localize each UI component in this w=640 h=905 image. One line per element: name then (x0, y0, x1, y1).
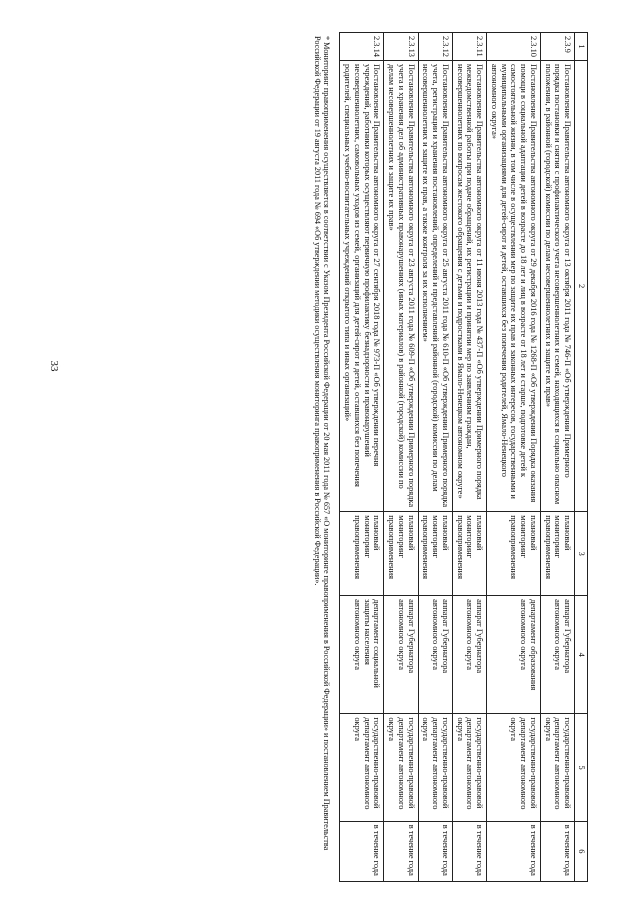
row-number-cell: 2.3.9 (541, 33, 575, 61)
document-title-cell: Постановление Правительства автономного округа от 11 июня 2013 года № 437-П «Об утверждении Примерного порядка межведомственной работы при подаче обращений, их регистрации и принятии мер по заявлениям граждан, несовершеннолетних по вопросам жестокого обращения с детьми и подростками в Ямало-Ненецком автономном округе» (453, 60, 487, 511)
term-cell: в течение года (487, 821, 541, 881)
monitoring-type-cell: плановый мониторинг правоприменения (384, 512, 418, 596)
executor-cell: аппарат Губернатора автономного округа (541, 596, 575, 714)
executor-cell: департамент социальной защиты населения автономного округа (340, 596, 384, 714)
monitoring-type-cell: плановый мониторинг правоприменения (340, 512, 384, 596)
header-cell: 3 (575, 512, 588, 596)
row-number-cell: 2.3.14 (340, 33, 384, 61)
header-cell: 5 (575, 714, 588, 821)
table-row (340, 33, 384, 882)
row-number-cell: 2.3.11 (453, 33, 487, 61)
co-executor-cell: государственно-правовой департамент автономного округа (384, 714, 418, 821)
executor-cell: аппарат Губернатора автономного округа (418, 596, 452, 714)
row-number-cell: 2.3.12 (418, 33, 452, 61)
rotated-page (48, 32, 588, 882)
monitoring-type-cell: плановый мониторинг правоприменения (541, 512, 575, 596)
monitoring-type-cell: плановый мониторинг правоприменения (487, 512, 541, 596)
document-title-cell: Постановление Правительства автономного округа от 25 августа 2011 года № 610-П «Об утверждении Примерного порядка учета, регистрации и хранения постановлений, определений и представлений районной (городской) комиссии по делам несовершеннолетних и защите их прав, а также контроля за их исполнением» (418, 60, 452, 511)
executor-cell: аппарат Губернатора автономного округа (453, 596, 487, 714)
document-title-cell: Постановление Правительства автономного округа от 13 октября 2011 года № 746-П «Об утверждении Примерного порядка постановки и снятия с профилактического учета несовершеннолетних и семей, находящихся в социально опасном положении, в районной (городской) комиссии по делам несовершеннолетних и защите их прав» (541, 60, 575, 511)
monitoring-type-cell: плановый мониторинг правоприменения (453, 512, 487, 596)
header-row (575, 33, 588, 882)
executor-cell: департамент образования автономного округа (487, 596, 541, 714)
header-cell: 1 (575, 33, 588, 61)
term-cell: в течение года (384, 821, 418, 881)
co-executor-cell: государственно-правовой департамент автономного округа (418, 714, 452, 821)
monitoring-table (340, 32, 589, 882)
header-cell: 4 (575, 596, 588, 714)
document-title-cell: Постановление Правительства автономного округа от 23 августа 2011 года № 609-П «Об утверждении Примерного порядка учета и хранения дел об административных правонарушениях (иных материалов) в районной (городской) комиссии по делам несовершеннолетних и защите их прав» (384, 60, 418, 511)
footnote: * Мониторинг правоприменения осуществляется в соответствии с Указом Президента Российской Федерации от 20 мая 2011 года № 657 «О мониторинге правоприменения в Российской Федерации» и постановлением Правительства Российской Федерации от 19 августа 2011 года № 694 «Об утверждении методики осуществления мониторинга правоприменения в Российской Федерации». (312, 36, 332, 851)
co-executor-cell: государственно-правовой департамент автономного округа (541, 714, 575, 821)
co-executor-cell: государственно-правовой департамент автономного округа (340, 714, 384, 821)
table-row (418, 33, 452, 882)
monitoring-type-cell: плановый мониторинг правоприменения (418, 512, 452, 596)
header-cell: 6 (575, 821, 588, 881)
co-executor-cell: государственно-правовой департамент автономного округа (487, 714, 541, 821)
executor-cell: аппарат Губернатора автономного округа (384, 596, 418, 714)
term-cell: в течение года (453, 821, 487, 881)
term-cell: в течение года (541, 821, 575, 881)
row-number-cell: 2.3.10 (487, 33, 541, 61)
table-row (453, 33, 487, 882)
document-title-cell: Постановление Правительства автономного округа от 27 сентября 2018 года № 973-П «Об утверждении перечня учреждений, работники которых осуществляют первичную профилактику безнадзорности и правонарушений несовершеннолетних, самовольных уходов из семей, организаций для детей-сирот и детей, оставшихся без попечения родителей, специальных учебно-воспитательных учреждений открытого типа и иных организаций» (340, 60, 384, 511)
table-row (541, 33, 575, 882)
header-cell: 2 (575, 60, 588, 511)
table-row (487, 33, 541, 882)
table-row (384, 33, 418, 882)
term-cell: в течение года (418, 821, 452, 881)
page-number: 33 (48, 360, 60, 372)
row-number-cell: 2.3.13 (384, 33, 418, 61)
co-executor-cell: государственно-правовой департамент автономного округа (453, 714, 487, 821)
document-title-cell: Постановление Правительства автономного округа от 29 декабря 2016 года № 1268-П «Об утверждении Порядка оказания помощи в социальной адаптации детей в возрасте до 18 лет и лиц в возрасте от 18 лет и старше, подготовке детей к самостоятельной жизни, в том числе в осуществлении мер по защите их прав и законных интересов, государственными и муниципальными организациями для детей-сирот и детей, оставшихся без попечения родителей, Ямало-Ненецкого автономного округа» (487, 60, 541, 511)
term-cell: в течение года (340, 821, 384, 881)
